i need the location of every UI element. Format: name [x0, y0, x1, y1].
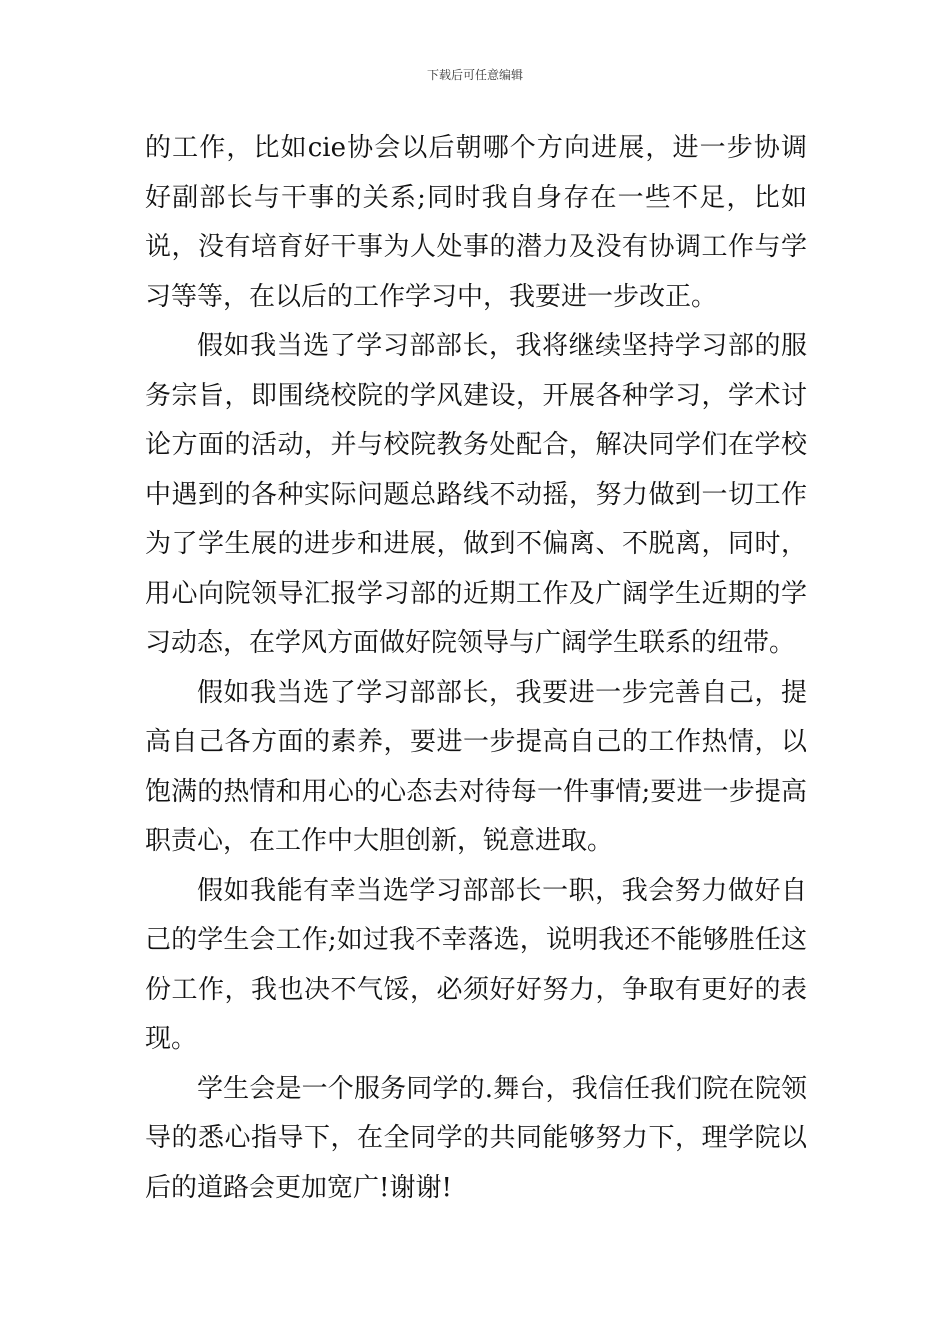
paragraph-4: 假如我能有幸当选学习部部长一职，我会努力做好自己的学生会工作;如过我不幸落选，说明我还不能够胜任这份工作，我也决不气馁，必须好好努力，争取有更好的表现。 [145, 875, 807, 1054]
paragraph-5: 学生会是一个服务同学的.舞台，我信任我们院在院领导的悉心指导下，在全同学的共同能够努力下，理学院以后的道路会更加宽广!谢谢! [145, 1073, 807, 1203]
paragraph-1: 的工作，比如cie协会以后朝哪个方向进展，进一步协调好副部长与干事的关系;同时我自身存在一些不足，比如说，没有培育好干事为人处事的潜力及没有协调工作与学习等等，在以后的工作学习中，我要进一步改正。 [145, 133, 807, 312]
paragraph-3: 假如我当选了学习部部长，我要进一步完善自己，提高自己各方面的素养，要进一步提高自己的工作热情，以饱满的热情和用心的心态去对待每一件事情;要进一步提高职责心，在工作中大胆创新，锐意进取。 [145, 677, 807, 856]
paragraph-2: 假如我当选了学习部部长，我将继续坚持学习部的服务宗旨，即围绕校院的学风建设，开展各种学习，学术讨论方面的活动，并与校院教务处配合，解决同学们在学校中遇到的各种实际问题总路线不动摇，努力做到一切工作为了学生展的进步和进展，做到不偏离、不脱离，同时，用心向院领导汇报学习部的近期工作及广阔学生近期的学习动态，在学风方面做好院领导与广阔学生联系的纽带。 [145, 331, 807, 658]
document-body [145, 124, 807, 1213]
page-header: 下载后可任意编辑 [426, 68, 523, 82]
